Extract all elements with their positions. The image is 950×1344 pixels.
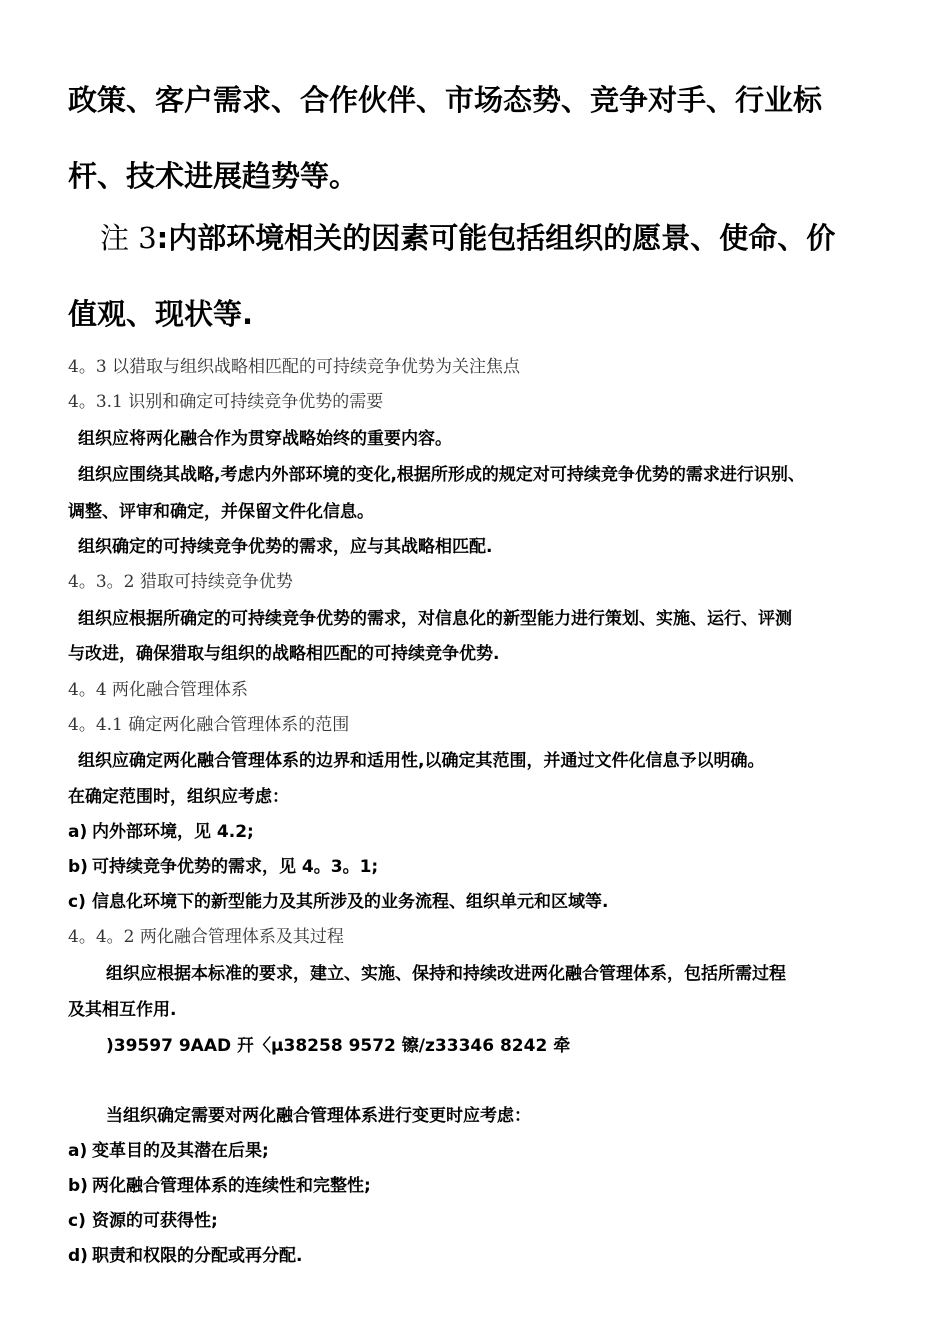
section-heading-4-3: 4。3 以猎取与组织战略相匹配的可持续竞争优势为关注焦点	[68, 357, 521, 377]
paragraph-garbled-text: )39597 9AAD 幵〈μ38258 9572 镲/z33346 8242 牵	[106, 1036, 571, 1056]
section-heading-4-4: 4。4 两化融合管理体系	[68, 680, 249, 700]
section-heading-4-3-1: 4。3.1 识别和确定可持续竞争优势的需要	[68, 392, 384, 412]
note-3-line-2: 值观、现状等.	[68, 297, 254, 331]
paragraph-4-3-1-c: 组织确定的可持续竞争优势的需求，应与其战略相匹配.	[78, 537, 493, 557]
section-heading-4-3-2: 4。3。2 猎取可持续竞争优势	[68, 572, 293, 592]
note-3-prefix: 注 3	[100, 221, 157, 255]
section-heading-4-4-1: 4。4.1 确定两化融合管理体系的范围	[68, 715, 350, 735]
list-item: c) 资源的可获得性;	[68, 1211, 218, 1231]
list-item: d) 职责和权限的分配或再分配.	[68, 1246, 303, 1266]
note-3-line-1	[100, 220, 930, 256]
section-heading-4-4-2: 4。4。2 两化融合管理体系及其过程	[68, 927, 344, 947]
note-3-text: :内部环境相关的因素可能包括组织的愿景、使命、价	[156, 221, 836, 255]
paragraph-4-3-1-b-line-2: 调整、评审和确定，并保留文件化信息。	[68, 502, 374, 522]
list-item: a) 内外部环境，见 4.2;	[68, 822, 254, 842]
intro-line-1: 政策、客户需求、合作伙伴、市场态势、竞争对手、行业标	[68, 83, 823, 117]
paragraph-4-3-1-a: 组织应将两化融合作为贯穿战略始终的重要内容。	[78, 429, 452, 449]
paragraph-change-considerations: 当组织确定需要对两化融合管理体系进行变更时应考虑：	[106, 1106, 531, 1126]
paragraph-4-4-1-b: 在确定范围时，组织应考虑：	[68, 787, 289, 807]
paragraph-4-4-1-a: 组织应确定两化融合管理体系的边界和适用性,以确定其范围，并通过文件化信息予以明确。	[78, 751, 765, 771]
paragraph-4-3-2-line-2: 与改进，确保猎取与组织的战略相匹配的可持续竞争优势.	[68, 644, 500, 664]
paragraph-4-3-1-b-line-1: 组织应围绕其战略,考虑内外部环境的变化,根据所形成的规定对可持续竞争优势的需求进行识别、	[78, 465, 805, 485]
paragraph-4-3-2-line-1: 组织应根据所确定的可持续竞争优势的需求，对信息化的新型能力进行策划、实施、运行、评测	[78, 609, 792, 629]
intro-line-2: 杆、技术进展趋势等。	[68, 159, 359, 193]
list-item: b) 两化融合管理体系的连续性和完整性;	[68, 1176, 371, 1196]
list-item: b) 可持续竞争优势的需求，见 4。3。1;	[68, 857, 379, 877]
paragraph-4-4-2-line-2: 及其相互作用.	[68, 1000, 177, 1020]
list-item: c) 信息化环境下的新型能力及其所涉及的业务流程、组织单元和区域等.	[68, 892, 609, 912]
paragraph-4-4-2-line-1: 组织应根据本标准的要求，建立、实施、保持和持续改进两化融合管理体系，包括所需过程	[106, 964, 786, 984]
list-item: a) 变革目的及其潜在后果;	[68, 1141, 269, 1161]
